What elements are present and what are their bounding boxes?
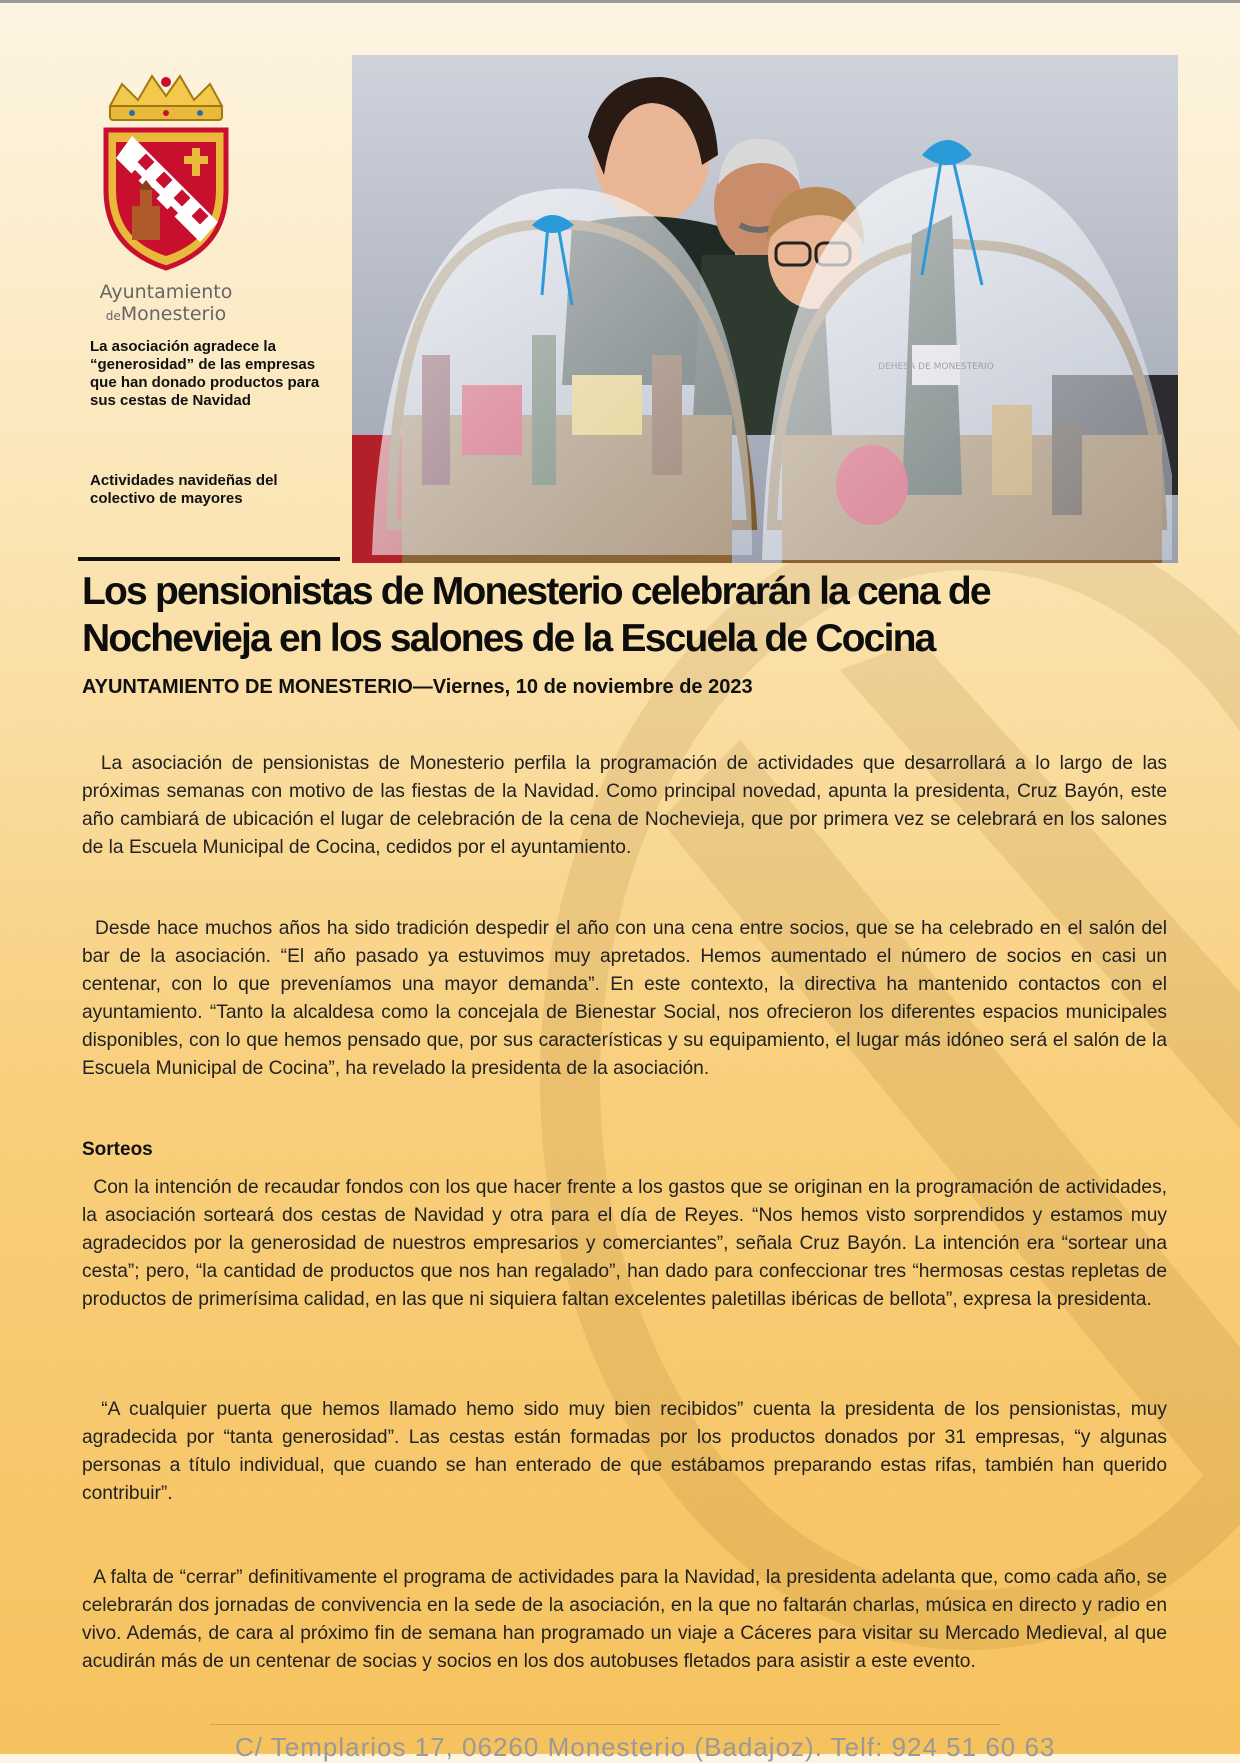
paragraph-2-text: Desde hace muchos años ha sido tradición despedir el año con una cena entre socios, que se ha celebrado en el salón del bar de la asociación. “El año pasado ya estuvimos muy apretados. Hemos aumentado el número de socios en casi un centenar, con lo que preveníamos una mayor demanda”. En este contexto, la directiva ha mantenido contactos con el ayuntamiento. “Tanto la alcaldesa como la concejala de Bienestar Social, nos ofrecieron los diferentes espacios municipales disponibles, con lo que hemos pensado que, por sus características y su equipamiento, el lugar más idóneo será el salón de la Escuela Municipal de Cocina”, ha revelado la presidenta de la asociación. (82, 918, 1167, 1079)
section-subheading: Sorteos (82, 1139, 153, 1160)
coat-of-arms-icon (92, 72, 240, 272)
article-headline: Los pensionistas de Monesterio celebrarán la cena de Nochevieja en los salones de la Escuela de Cocina (82, 570, 990, 660)
paragraph-4-text: “A cualquier puerta que hemos llamado hemo sido muy bien recibidos” cuenta la presidenta de los pensionistas, muy agradecida por “tanta generosidad”. Las cestas están formadas por los productos donados por 31 empresas, “y algunas personas a título individual, que cuando se han enterado de que estábamos preparando estas rifas, también han querido contribuir”. (82, 1399, 1167, 1504)
paragraph-3-text: Con la intención de recaudar fondos con los que hacer frente a los gastos que se originan en la programación de actividades, la asociación sorteará dos cestas de Navidad y otra para el día de Reyes. “Nos hemos visto sorprendidos y estamos muy agradecidos por la generosidad de nuestros empresarios y comerciantes”, señala Cruz Bayón. La intención era “sortear una cesta”; pero, “la cantidad de productos que nos han regalado”, han dado para confeccionar tres “hermosas cestas repletas de productos de primerísima calidad, en las que ni siquiera faltan excelentes paletillas ibéricas de bellota”, expresa la presidenta. (82, 1177, 1167, 1310)
logo-line2 (92, 303, 240, 327)
paragraph-1-text: La asociación de pensionistas de Monesterio perfila la programación de actividades que desarrollará a lo largo de las próximas semanas con motivo de las fiestas de la Navidad. Como principal novedad, apunta la presidenta, Cruz Bayón, este año cambiará de ubicación el lugar de celebración de la cena de Nochevieja, que por primera vez se celebrará en los salones de la Escuela Municipal de Cocina, cedidos por el ayuntamiento. (82, 753, 1167, 858)
logo-line1: Ayuntamiento (99, 281, 233, 303)
article-paragraph-5 (82, 1564, 1167, 1676)
photo-caption-2: Actividades navideñas del colectivo de mayores (90, 472, 278, 507)
top-border (0, 0, 1240, 3)
paragraph-5-text: A falta de “cerrar” definitivamente el programa de actividades para la Navidad, la presidenta adelanta que, como cada año, se celebrarán dos jornadas de convivencia en la sede de la asociación, en la que no faltarán charlas, música en directo y radio en vivo. Además, de cara al próximo fin de semana han programado un viaje a Cáceres para visitar su Mercado Medieval, al que acudirán más de un centenar de socias y socios en los dos autobuses fletados para asistir a este evento. (82, 1567, 1167, 1672)
footer-address: C/ Templarios 17, 06260 Monesterio (Badajoz). Telf: 924 51 60 63 (235, 1732, 1056, 1762)
article-paragraph-1 (82, 750, 1167, 862)
sidebar-divider (78, 557, 340, 561)
article-byline: AYUNTAMIENTO DE MONESTERIO—Viernes, 10 de noviembre de 2023 (82, 676, 753, 698)
article-paragraph-4 (82, 1396, 1167, 1508)
municipal-logo (92, 72, 240, 327)
article-paragraph-2 (82, 915, 1167, 1083)
article-paragraph-3 (82, 1174, 1167, 1314)
photo-caption-1: La asociación agradece la “generosidad” de las empresas que han donado productos para sus cestas de Navidad (90, 338, 320, 409)
logo-line2-main: Monesterio (120, 303, 227, 325)
logo-wordmark (92, 281, 240, 327)
christmas-baskets-photo (352, 55, 1178, 563)
footer-divider (210, 1724, 1000, 1725)
logo-line2-prefix: de (105, 309, 121, 323)
